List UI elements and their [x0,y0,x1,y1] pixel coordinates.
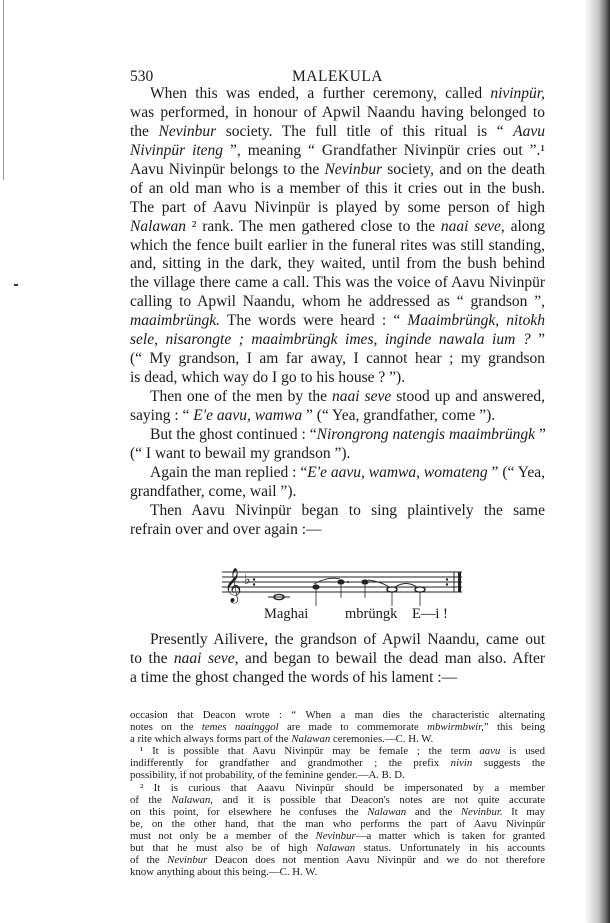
text-line [130,483,545,502]
text-run: Deacon does not mention Aavu Nivinpür and we do not therefore [207,854,545,867]
text-run: of an old man who is a member of this it cries out in the bush. [130,179,545,197]
text-run: notes on the [130,721,202,734]
footnotes [130,709,545,878]
text-run: know anything about this being.—C. H. W. [130,866,318,879]
text-run: status. Unfortunately in his accounts [355,842,546,855]
text-line [130,866,545,878]
text-line [130,104,545,123]
note [337,579,344,584]
text-run: suggests the [472,757,546,770]
italic-term: Nevinbur. [460,805,503,818]
italic-term: Nirongrong natengis maaimbrüngk [316,425,536,443]
text-line [130,426,545,445]
text-line [130,218,545,237]
text-run: and, sitting in the dark, they waited, until from the bush behind [130,255,545,273]
page-header [130,68,545,86]
text-line [130,331,545,350]
text-line [130,757,545,769]
italic-term: naai seve, [173,649,239,667]
note [361,579,368,584]
text-line [130,199,545,218]
text-run: Then one of the men by the [150,388,333,405]
italic-term: nivinpür, [490,85,545,102]
italic-term: Nalawan [130,217,186,235]
body-text [130,85,545,540]
text-run: (“ I want to bewail my grandson ”). [130,444,351,462]
treble-clef-icon: 𝄞 [224,569,242,602]
text-run: ceremonies.—C. H. W. [330,733,434,746]
text-run: refrain over and over again :— [130,520,322,538]
italic-term: sele, nisarongte ; maaimbrüngk imes, inginde nawala ium ? [130,331,531,349]
text-line [130,142,545,161]
text-run: grandfather, come, wail ”). [130,482,297,500]
text-line [130,854,545,866]
text-run: a rite which always forms part of the [130,733,292,746]
text-run: (“ My grandson, I am far away, I cannot hear ; my grandson [130,350,545,368]
text-run: possibility, if not probability, of the feminine gender.—A. B. D. [130,769,405,782]
italic-term: temes naainggol [201,721,279,734]
text-line [130,669,545,688]
italic-term: Nalawan [291,733,331,746]
italic-term: naai seve [332,388,392,405]
text-run: but that he must also be of high [130,842,317,855]
lyric-syllable: E—i ! [412,606,448,622]
text-line [130,521,545,540]
text-run: a time the ghost changed the words of his lament :— [130,668,458,686]
text-run: of the [130,854,168,867]
text-line [130,842,545,854]
text-run: was performed, in honour of Apwil Naandu having belonged to [130,103,545,121]
note [415,587,425,592]
body-text-continued [130,631,545,688]
text-run: The words were heard : “ [219,312,408,330]
text-line [130,369,545,388]
text-run: ”, meaning “ Grandfather Nivinpür cries out ”.¹ [223,141,545,159]
text-run: indifferently for grandfather and grandmother ; the prefix [130,757,451,770]
text-run: Presently Ailivere, the grandson of Apwil Naandu, came out [150,631,545,648]
text-line [130,830,545,842]
italic-term: E'e aavu, wamwa [193,406,303,424]
text-run: ² It is curious that Aaavu Nivinpür should be impersonated by a member [140,781,545,794]
text-line [130,745,545,757]
italic-term: naai seve, [440,217,505,235]
text-run: occasion that Deacon wrote : “ When a man dies the characteristic alternating [130,709,545,721]
text-run: is dead, which way do I go to his house ? ”). [130,369,406,387]
text-line [130,237,545,256]
text-run: Aavu Nivinpür belongs to the [130,160,325,178]
text-line [130,161,545,180]
flat-icon: ♭ [244,573,251,588]
text-line [130,733,545,745]
page-edge-shadow [584,0,610,923]
text-line [130,255,545,274]
italic-term: E'e aavu, wamwa, womateng [307,463,488,481]
text-line [130,123,545,142]
syllable-ticks [316,585,420,606]
text-line [130,85,545,104]
text-run: The part of Aavu Nivinpür is played by some person of high [130,198,545,216]
text-run: It may [502,805,545,818]
text-run: is used [500,745,545,758]
italic-term: mbwirmbwir, [427,721,484,734]
text-run: which the fence built earlier in the funeral rites was still standing, [130,236,545,254]
text-run: are made to commemorate [278,721,428,734]
text-run: ” (“ Yea, grandfather, come ”). [302,406,496,424]
text-line [130,782,545,794]
text-run: of the [130,793,172,806]
text-line [130,769,545,781]
text-run: the [130,122,159,140]
italic-term: Nevinbur [315,829,356,842]
running-head: MALEKULA [292,68,383,85]
text-run: and the [406,805,461,818]
text-run: But the ghost continued : “ [150,425,317,443]
text-line [130,180,545,199]
italic-term: Nevinbur [158,122,217,140]
text-run: to the [130,649,174,667]
italic-term: Nalawan [367,805,407,818]
text-run: on this point, for elsewhere he confuses the [130,805,368,818]
text-run: society, and on the death [382,160,545,178]
text-line [130,312,545,331]
text-run: Again the man replied : “ [150,463,308,481]
italic-term: Nivinpür iteng [130,141,224,159]
italic-term: maaimbrüngk. [130,312,220,330]
italic-term: Maaimbrüngk, nitokh [407,312,545,330]
text-line [130,794,545,806]
italic-term: Aavu [513,122,545,140]
text-line [130,407,545,426]
note [312,584,319,589]
italic-term: Nevinbur [167,854,208,867]
scan-margin-mark [14,284,18,286]
text-run: ” [535,425,546,443]
text-run: Then Aavu Nivinpür began to sing plaintively the same [150,501,545,519]
text-run: and it is possible that Deacon's notes are not quite accurate [213,793,545,806]
text-line [130,274,545,293]
text-run: ” this being [483,721,545,734]
text-run: and began to bewail the dead man also. After [238,649,545,667]
text-line [130,709,545,721]
page-number: 530 [130,68,154,85]
text-run: along [504,217,546,235]
text-line [130,464,545,483]
text-line [130,818,545,830]
scan-margin-line [3,0,4,180]
lyric-syllable: mbrüngk [345,606,398,622]
text-line [130,388,545,407]
text-line [130,650,545,669]
text-run: must not only be a member of the [130,829,316,842]
text-run: society. The full title of this ritual is “ [216,122,514,140]
text-run: When this was ended, a further ceremony, called [150,85,491,102]
text-line [130,631,545,650]
text-line [130,721,545,733]
music-notation [222,562,467,610]
text-run: calling to Apwil Naandu, whom he addressed as “ grandson ”, [130,293,545,311]
text-run: ¹ It is possible that Aavu Nivinpür may be female ; the term [140,745,480,758]
text-line [130,502,545,521]
text-run: ² rank. The men gathered close to the [185,217,441,235]
italic-term: Nevinbur [324,160,383,178]
text-run: —a matter which is taken for granted [355,829,546,842]
text-line [130,445,545,464]
italic-term: Nalawan, [171,793,214,806]
text-line [130,350,545,369]
italic-term: nivin [450,757,473,770]
text-line [130,806,545,818]
text-run: ” [530,331,545,349]
text-run: the village there came a call. This was the voice of Aavu Nivinpür [130,274,545,292]
note [387,587,397,592]
italic-term: aavu [479,745,501,758]
lyric-syllable: Maghai [264,606,309,622]
text-run: be, on the other hand, that the man who performs the part of Aavu Nivinpür [130,817,545,830]
text-run: saying : “ [130,406,194,424]
italic-term: Nalawan [316,842,356,855]
text-line [130,293,545,312]
text-run: stood up and answered, [391,388,545,405]
text-run: ” (“ Yea, [487,463,545,481]
